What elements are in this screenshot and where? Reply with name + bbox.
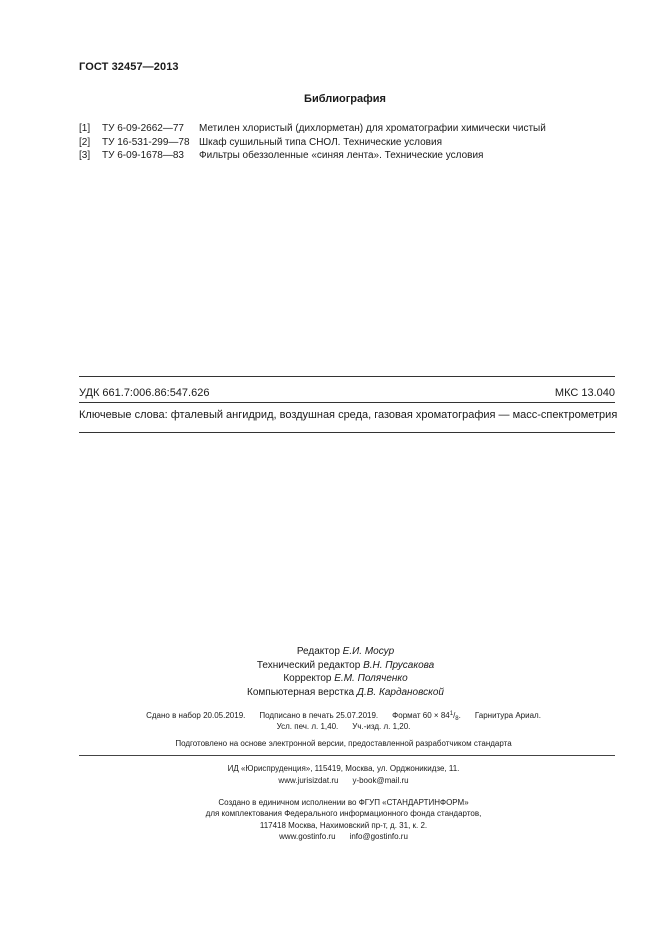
credit-tech-editor: Технический редактор В.Н. Прусакова bbox=[256, 659, 435, 671]
bibliography-item bbox=[79, 149, 546, 163]
producer-line3: 117418 Москва, Нахимовский пр-т, д. 31, к. 2. bbox=[259, 821, 428, 830]
bibliography-text: Шкаф сушильный типа СНОЛ. Технические условия bbox=[199, 136, 442, 148]
bibliography-list bbox=[79, 122, 546, 163]
credit-name: В.Н. Прусакова bbox=[363, 659, 435, 671]
publisher-site-link[interactable]: www.jurisizdat.ru bbox=[278, 776, 339, 785]
divider-publisher bbox=[79, 755, 615, 756]
publisher-email-link[interactable]: y-book@mail.ru bbox=[352, 776, 409, 785]
bibliography-item bbox=[79, 122, 546, 136]
producer-contacts bbox=[0, 831, 661, 843]
producer-line2: для комплектования Федерального информационного фонда стандартов, bbox=[205, 809, 482, 818]
credit-proofreader: Корректор Е.М. Поляченко bbox=[283, 673, 408, 684]
bibliography-item bbox=[79, 136, 546, 150]
bibliography-number: [3] bbox=[79, 150, 91, 161]
credit-name: Е.М. Поляченко bbox=[334, 673, 408, 684]
print-info-line1: Сдано в набор 20.05.2019. Подписано в печать 25.07.2019. Формат $60 \times 84^1/_8$. Гарнитура Ариал. bbox=[146, 711, 541, 722]
print-info-line2: Усл. печ. л. 1,40. Уч.-изд. л. 1,20. bbox=[276, 722, 411, 731]
producer-line1: Создано в единичном исполнении во ФГУП «СТАНДАРТИНФОРМ» bbox=[218, 798, 469, 807]
keywords: Ключевые слова: фталевый ангидрид, воздушная среда, газовая хроматография — масс-спектрометрия bbox=[79, 409, 618, 421]
bibliography-title: Библиография bbox=[304, 93, 386, 105]
bibliography-code: ТУ 6-09-2662—77 bbox=[102, 123, 184, 134]
publisher-contacts bbox=[0, 775, 661, 787]
udk-code: УДК 661.7:006.86:547.626 bbox=[79, 387, 210, 399]
credit-layout: Компьютерная верстка Д.В. Кардановской bbox=[247, 686, 444, 698]
divider-bottom bbox=[79, 432, 615, 433]
credit-name: Д.В. Кардановской bbox=[356, 686, 444, 698]
divider-top bbox=[79, 376, 615, 377]
credit-name: Е.И. Мосур bbox=[342, 646, 395, 657]
bibliography-text: Фильтры обеззоленные «синяя лента». Технические условия bbox=[199, 150, 484, 161]
divider-middle bbox=[79, 402, 615, 403]
producer-site-link[interactable]: www.gostinfo.ru bbox=[279, 832, 336, 841]
bibliography-number: [1] bbox=[79, 123, 91, 134]
credits-block bbox=[0, 645, 661, 699]
document-id: ГОСТ 32457—2013 bbox=[79, 61, 179, 73]
producer-email-link[interactable]: info@gostinfo.ru bbox=[349, 832, 408, 841]
publisher-address: ИД «Юриспруденция», 115419, Москва, ул. Орджоникидзе, 11. bbox=[227, 764, 460, 773]
bibliography-number: [2] bbox=[79, 136, 91, 148]
bibliography-code: ТУ 6-09-1678—83 bbox=[102, 150, 184, 161]
credit-editor: Редактор Е.И. Мосур bbox=[296, 646, 395, 657]
bibliography-text: Метилен хлористый (дихлорметан) для хроматографии химически чистый bbox=[199, 123, 546, 134]
bibliography-code: ТУ 16-531-299—78 bbox=[102, 136, 190, 148]
prepared-note: Подготовлено на основе электронной версии, предоставленной разработчиком стандарта bbox=[175, 739, 512, 748]
mks-code: МКС 13.040 bbox=[554, 387, 615, 399]
